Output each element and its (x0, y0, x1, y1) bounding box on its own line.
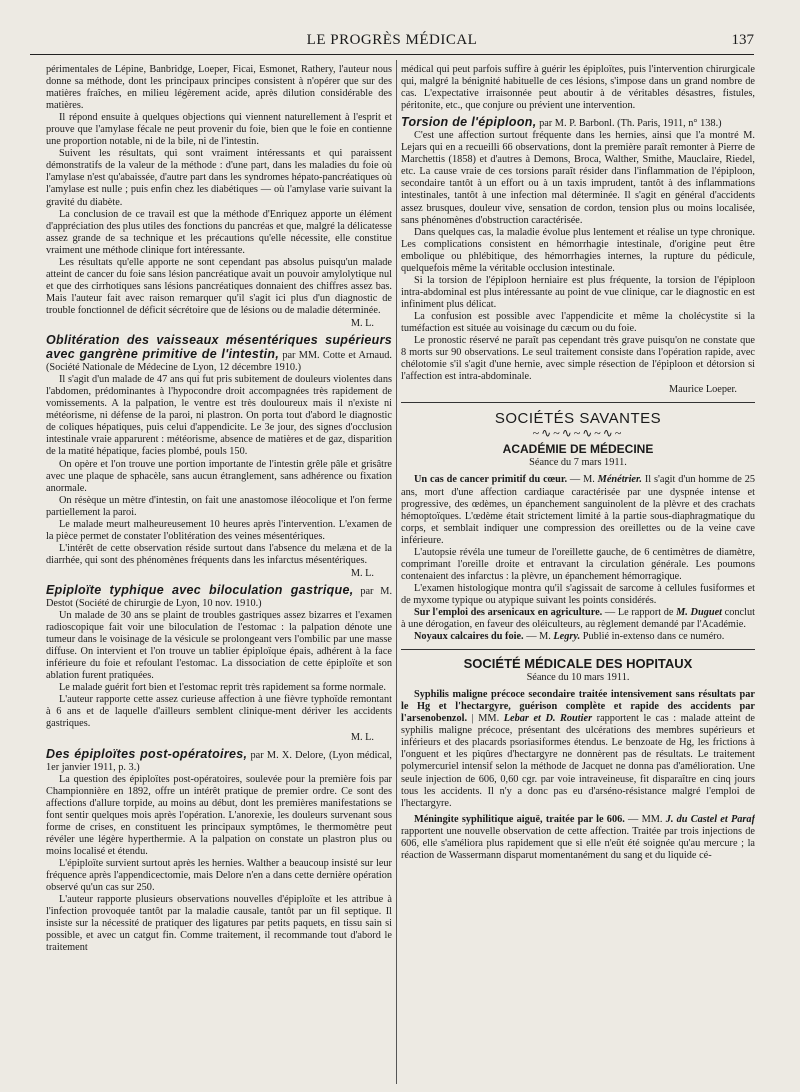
article-reference: par M. Destot (Société de chirurgie de Lyon, 10 nov. 1910.) (46, 585, 392, 610)
page-header (30, 30, 754, 55)
paragraph: L'examen histologique montra qu'il s'agissait de sarcome à cellules fusiformes et de myxome typique ou atypique suivant les points considérés. (401, 582, 755, 606)
item-title: Sur l'emploi des arsenicaux en agriculture. (414, 606, 603, 618)
paragraph: L'autopsie révéla une tumeur de l'oreillette gauche, de 6 centimètres de diamètre, comprimant l'oreille droite et entravant la circulation générale. Les poumons contenaient des infarctus : la plèvre, un épanchement hémorragique. (401, 546, 755, 582)
author-name: Ménétrier. (597, 474, 643, 486)
article-title: Oblitération des vaisseaux mésentériques supérieurs avec gangrène primitive de l'intestin, (46, 333, 392, 362)
paragraph: Il s'agit d'un malade de 47 ans qui fut pris subitement de douleurs violentes dans l'abdomen, prédominantes à l'hypocondre droit accompagnées très rapidement de vomissements. A la palpation, le ventre est très douloureux mais il n'existe ni météorisme, ni défense de la paroi, ni plastron. On porta tout d'abord le diagnostic de coliques hépatiques, puis celui d'appendicite. Le 3e jour, des signes d'occlusion intestinale vraie apparurent : météorisme, absence de matières et de gaz, disparition de la matité hépatique, facies plombé, pouls 150. (46, 374, 392, 458)
article-torsion-epiploon (401, 116, 755, 396)
paragraph: périmentales de Lépine, Banbridge, Loeper, Ficai, Esmonet, Rathery, l'auteur nous donne sa méthode, dont les principaux principes consistent à n'opérer que sur des matières fraîches, en milieu légèrement acide, après dilution considérable des matières. (46, 64, 392, 112)
paragraph: On opère et l'on trouve une portion importante de l'intestin grêle pâle et grisâtre avec une plaque de sphacèle, sans aucun étranglement, sans adhérence ou fixation anormale. (46, 458, 392, 494)
separator: — MM. (624, 813, 666, 825)
subsection-title: ACADÉMIE DE MÉDECINE (502, 442, 654, 457)
session-date: Séance du 7 mars 1911. (529, 457, 627, 469)
page-number: 137 (731, 32, 754, 48)
paragraph: La question des épiploïtes post-opératoires, soulevée pour la première fois par Championnière en 1892, offre un intérêt pratique de premier ordre. Ce sont des affections d'allure torpide, au moins au début, dont les premières manifestations se font sentir quelques mois après l'opération. L'anorexie, les douleurs survenant sous forme de crises, en constituent les principaux symptômes, le thermomètre peut révéler une légère hyperthermie. A la palpation on constate un plastron plus ou moins localisé et étendu. (46, 773, 392, 857)
ornament-divider: ~∿~∿~∿~∿~ (532, 426, 624, 441)
author-name: Legry. (553, 631, 581, 643)
article-title: Torsion de l'épiploon, (401, 115, 537, 130)
paragraph: On résèque un mètre d'intestin, on fait une anastomose iléocolique et l'on ferme partiellement la paroi. (46, 494, 392, 518)
article-epiploite-typhique (46, 584, 392, 744)
separator: — M. (567, 474, 598, 486)
left-column (46, 64, 392, 1082)
paragraph: Le malade meurt malheureusement 10 heures après l'intervention. L'examen de la pièce permet de constater l'oblitération des veines mésentériques. (46, 518, 392, 542)
item-title: Un cas de cancer primitif du cœur. (414, 474, 568, 486)
signature: M. L. (350, 567, 374, 579)
item-title: Noyaux calcaires du foie. (414, 631, 524, 643)
item-text: rapportent une nouvelle observation de cette affection. Traitée par trois injections de 606, elle s'améliora plus rapidement que si elle n'eût été soignée qu'au mercure ; la réaction de Wassermann disparut momentanément du sang et du liquide cé- (401, 825, 755, 861)
item-text: Publié in-extenso dans ce numéro. (580, 631, 725, 643)
signature: M. L. (350, 317, 374, 329)
separator: | MM. (467, 713, 504, 725)
paragraph: Le pronostic réservé ne paraît pas cependant très grave puisqu'on ne constate que 8 morts sur 90 observations. Le seul traitement consiste dans l'opération rapide, avec chélotomie s'il s'agit d'une hernie, avec simple résection de l'épiploon et détorsion si l'affection est intra-abdominale. (401, 335, 755, 383)
journal-title: LE PROGRÈS MÉDICAL (306, 32, 478, 48)
paragraph: L'auteur rapporte plusieurs observations nouvelles d'épiploïte et les attribue à l'infection provoquée tantôt par la maladie causale, tantôt par un fil septique. Il insiste sur la nécessité de pratiquer des ligatures par petits paquets, en tissu sain si possible, et avec un catgut fin. Comme traitement, il recommande tout d'abord le traitement (46, 894, 392, 954)
separator: — Le rapport de (602, 606, 677, 618)
article-epiploites-post-operatoires (46, 748, 392, 955)
paragraph: médical qui peut parfois suffire à guérir les épiploïtes, puis l'intervention chirurgicale qui, malgré la bénignité habituelle de ces lésions, s'impose dans un grand nombre de cas. L'expectative irraisonnée peut aboutir à de véritables désastres, fistules, péritonite, etc., que conjure ou prévient une intervention. (401, 64, 755, 112)
paragraph: Si la torsion de l'épiploon herniaire est plus fréquente, la torsion de l'épiploon intra-abdominal est plus intéressante au point de vue clinique, car le diagnostic en est infiniment plus délicat. (401, 274, 755, 310)
paragraph: L'auteur rapporte cette assez curieuse affection à une fièvre typhoïde remontant à 6 ans et de laquelle d'ailleurs semblent clinique-ment dériver les accidents gastriques. (46, 694, 392, 730)
right-column (401, 64, 755, 1082)
paragraph: Suivent les résultats, qui sont vraiment intéressants et qui paraissent démonstratifs de la valeur de la méthode : d'une part, dans les maladies du foie où l'amylase n'est qu'abaissée, d'autre part dans les syndromes hépato-pancréatiques où l'amylase est nulle ; puis enfin chez les diabétiques — où l'amylase varie suivant la gravité du diabète. (46, 148, 392, 208)
paragraph: La confusion est possible avec l'appendicite et même la cholécystite si la tuméfaction est située au voisinage du cæcum ou du foie. (401, 310, 755, 334)
separator: — M. (523, 631, 554, 643)
column-divider (396, 60, 397, 1084)
signature: Maurice Loeper. (668, 384, 737, 396)
signature: M. L. (350, 731, 374, 743)
article-obliteration (46, 334, 392, 580)
item-title: Méningite syphilitique aiguë, traitée par le 606. (414, 813, 625, 825)
paragraph: Un malade de 30 ans se plaint de troubles gastriques assez bizarres et l'examen radioscopique fait voir une biloculation de l'estomac : la palpation dénote une tumeur dans le voisinage de la vésicule se prolongeant vers l'ombilic par une masse diffuse. On intervient et l'on trouve un tablier épiploïque épais, adhérent à la face inférieure du foie et refoulant l'estomac. La dissociation de cette épiploïte et son ablation furent pratiquées. (46, 610, 392, 682)
item-text: Il s'agit d'un homme de 25 ans, mort d'une affection cardiaque caractérisée par une dyspnée intense et progressive, des œdèmes, un épanchement sanguinolent de la plèvre et des crachats hémoptoïques. L'œdème était strictement limité à la partie sous-diaphragmatique du corps, et semblait indiquer une compression des oreillettes ou de la veine cave inférieure. (401, 474, 755, 546)
paragraph: L'intérêt de cette observation réside surtout dans l'absence du melæna et de la diarrhée, qui sont des phénomènes fréquents dans les infarctus mésentériques. (46, 542, 392, 566)
article-reference: par M. X. Delore, (Lyon médical, 1er janvier 1911, p. 3.) (46, 749, 392, 773)
paragraph: La conclusion de ce travail est que la méthode d'Enriquez apporte un élément d'appréciation des plus utiles des fonctions du pancréas et que, malgré la délicatesse assez grande de sa technique et les précautions qu'elle nécessite, elle constitue vraiment une méthode clinique fort intéressante. (46, 208, 392, 256)
paragraph: Les résultats qu'elle apporte ne sont cependant pas absolus puisqu'un malade atteint de cancer du foie sans lésion pancréatique avait un pouvoir amylolytique nul et que des cirrhotiques sans lésions pancréatiques donnaient des chiffres assez bas. Mais l'auteur fait avec raison remarquer qu'il s'agit ici plus d'un diagnostic de trouble fonctionnel de déficit sécrétoire que de lésions ou de maladie déterminée. (46, 256, 392, 316)
author-name: Lebar et D. Routier (503, 713, 593, 725)
paragraph: L'épiploïte survient surtout après les hernies. Walther a beaucoup insisté sur leur fréquence après l'appendicectomie, mais Delore n'en a dans cette dernière opération observé qu'un cas sur 250. (46, 858, 392, 894)
session-date: Séance du 10 mars 1911. (526, 672, 630, 684)
section-societes-savantes (401, 402, 755, 469)
item-title: Syphilis maligne précoce secondaire traitée intensivement sans résultats par le Hg et l'hectargyre, guérison complète et rapide des accidents par l'arsenobenzol. (401, 689, 755, 725)
article-reference: par MM. Cotte et Arnaud. (Société Nationale de Médecine de Lyon, 12 décembre 1910.) (46, 350, 392, 374)
author-name: J. du Castel et Paraf (665, 813, 755, 825)
item-text: rapportent le cas : malade atteint de syphilis maligne précoce, présentant des ulcérations des membres supérieurs et inférieurs et des placards psoriasiformes étendus. Le benzoate de Hg, les frictions à l'onguent et les piqûres d'hectargyre ne donnèrent pas de résultats. Le traitement polymercuriel intensif selon la méthode de Jacquet ne donna pas d'amélioration. Une seule injection de 606, 0,60 cgr. par voie intraveineuse, fit disparaître en cinq jours tous les accidents. Il n'y a donc pas eu d'arséno-résistance malgré l'emploi de l'hectargyre. (401, 713, 755, 809)
article-reference: par M. P. Barbonl. (Th. Paris, 1911, n° 138.) (539, 118, 722, 130)
section-title: SOCIÉTÉ MÉDICALE DES HOPITAUX (463, 656, 693, 672)
article-title: Epiploïte typhique avec biloculation gastrique, (46, 582, 354, 597)
author-name: M. Duguet (676, 606, 723, 618)
section-societe-medicale (401, 649, 755, 684)
item-text: conclut à une dérogation, en faveur des oléiculteurs, au règlement demandé par l'Académie. (401, 606, 755, 631)
paragraph: Le malade guérit fort bien et l'estomac reprit très rapidement sa forme normale. (59, 682, 386, 694)
article-title: Des épiploïtes post-opératoires, (46, 746, 248, 761)
paragraph: Dans quelques cas, la maladie évolue plus lentement et réalise un type chronique. Les complications consistent en hémorrhagie intestinale, d'origine peut être embolique ou phlébitique, des hémorrhagies internes, la rupture du pédicule, quelquefois même la véritable occlusion intestinale. (401, 226, 755, 274)
paragraph: C'est une affection surtout fréquente dans les hernies, ainsi que l'a montré M. Lejars qui en a recueilli 66 observations, dont la première paraît remonter à Pierre de Marchettis (1858) et d'autres à Demons, Broca, Walther, Smithe, Mauclaire, Riedel, etc. La cause vraie de ces torsions paraît résider dans l'inflammation de l'épiploon, secondaire tantôt à un effort ou à un taxis imprudent, tantôt à des inflammations intestinales, tantôt à une infection mal déterminée. Il s'agit en général d'accidents assez brusques, douleur vive, sensation de cordon, tension plus ou moins localisée, sans phénomènes d'obstruction caractérisée. (401, 130, 755, 226)
section-title: SOCIÉTÉS SAVANTES (494, 410, 662, 428)
paragraph: Il répond ensuite à quelques objections qui viennent naturellement à l'esprit et prouve que l'amylase fécale ne peut provenir du foie, bien que le foie en contienne une proportion notable, ni de la bile, ni de l'intestin. (46, 112, 392, 148)
